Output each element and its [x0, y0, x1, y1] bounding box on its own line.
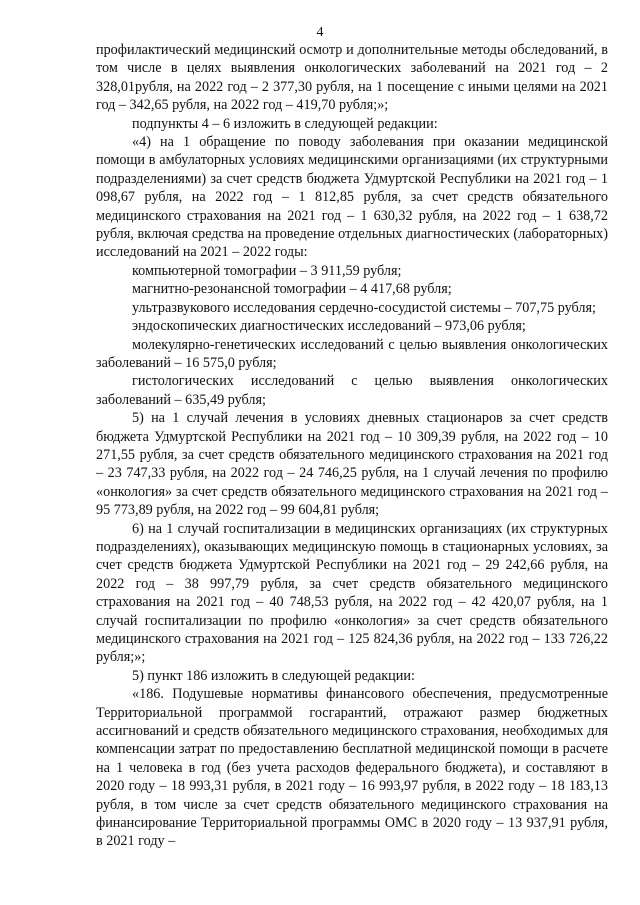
- document-body: [96, 41, 608, 851]
- paragraph-endoscopy: эндоскопических диагностических исследований – 973,06 рубля;: [132, 318, 526, 335]
- page-number: 4: [316, 25, 324, 40]
- paragraph-item-4: «4) на 1 обращение по поводу заболевания при оказании медицинской помощи в амбулаторных условиях медицинскими организациями (их структурными подразделениями) за счет средств бюджета Удмуртской Республики на 2021 год – 1 098,67 рубля, на 2022 год – 1 812,85 рубля, за счет средств обязательного медицинского страхования на 2021 год – 1 630,32 рубля, на 2022 год – 1 638,72 рубля, включая средства на проведение отдельных диагностических (лабораторных) исследований на 2021 – 2022 годы:: [96, 134, 608, 261]
- paragraph-point-186-intro: 5) пункт 186 изложить в следующей редакции:: [132, 667, 415, 684]
- paragraph-item-6: 6) на 1 случай госпитализации в медицинских организациях (их структурных подразделениях), оказывающих медицинскую помощь в стационарных условиях, за счет средств бюджета Удмуртской Республики на 2021 год – 29 242,66 рубля, на 2022 год – 38 997,79 рубля, за счет средств обязательного медицинского страхования на 2021 год – 40 748,53 рубля, на 2022 год – 42 420,07 рубля, на 1 случай госпитализации по профилю «онкология» за счет средств обязательного медицинского страхования на 2021 год – 125 824,36 рубля, на 2022 год – 133 726,22 рубля;»;: [96, 520, 608, 666]
- paragraph-molecular-genetic: молекулярно-генетических исследований с целью выявления онкологических заболеваний – 16 575,0 рубля;: [96, 336, 608, 371]
- paragraph-subitems-intro: подпункты 4 – 6 изложить в следующей редакции:: [132, 115, 438, 132]
- paragraph-mri: магнитно-резонансной томографии – 4 417,68 рубля;: [132, 281, 452, 298]
- paragraph-point-186: «186. Подушевые нормативы финансового обеспечения, предусмотренные Территориальной программой госгарантий, отражают размер бюджетных ассигнований и средств обязательного медицинского страхования, необходимых для компенсации затрат по предоставлению бесплатной медицинской помощи в расчете на 1 человека в год (без учета расходов федерального бюджета), и составляют в 2020 году – 18 993,31 рубля, в 2021 году – 16 993,97 рубля, в 2022 году – 18 183,13 рубля, в том числе за счет средств обязательного медицинского страхования на финансирование Территориальной программы ОМС в 2020 году – 13 937,91 рубля, в 2021 году –: [96, 686, 608, 850]
- paragraph-histology: гистологических исследований с целью выявления онкологических заболеваний – 635,49 рубля;: [96, 373, 608, 408]
- paragraph-item-5: 5) на 1 случай лечения в условиях дневных стационаров за счет средств бюджета Удмуртской Республики на 2021 год – 10 309,39 рубля, на 2022 год – 10 271,55 рубля, за счет средств обязательного медицинского страхования на 2021 год – 23 747,33 рубля, на 2022 год – 24 746,25 рубля, на 1 случай лечения по профилю «онкология» за счет средств обязательного медицинского страхования на 2021 год – 95 773,89 рубля, на 2022 год – 99 604,81 рубля;: [96, 410, 608, 519]
- paragraph-computed-tomography: компьютерной томографии – 3 911,59 рубля;: [132, 262, 402, 279]
- paragraph-ultrasound: ультразвукового исследования сердечно-сосудистой системы – 707,75 рубля;: [132, 299, 596, 316]
- paragraph-preventive-exam: профилактический медицинский осмотр и дополнительные методы обследований, в том числе в целях выявления онкологических заболеваний на 2021 год – 2 328,01рубля, на 2022 год – 2 377,30 рубля, на 1 посещение с иными целями на 2021 год – 342,65 рубля, на 2022 год – 419,70 рубля;»;: [96, 42, 608, 114]
